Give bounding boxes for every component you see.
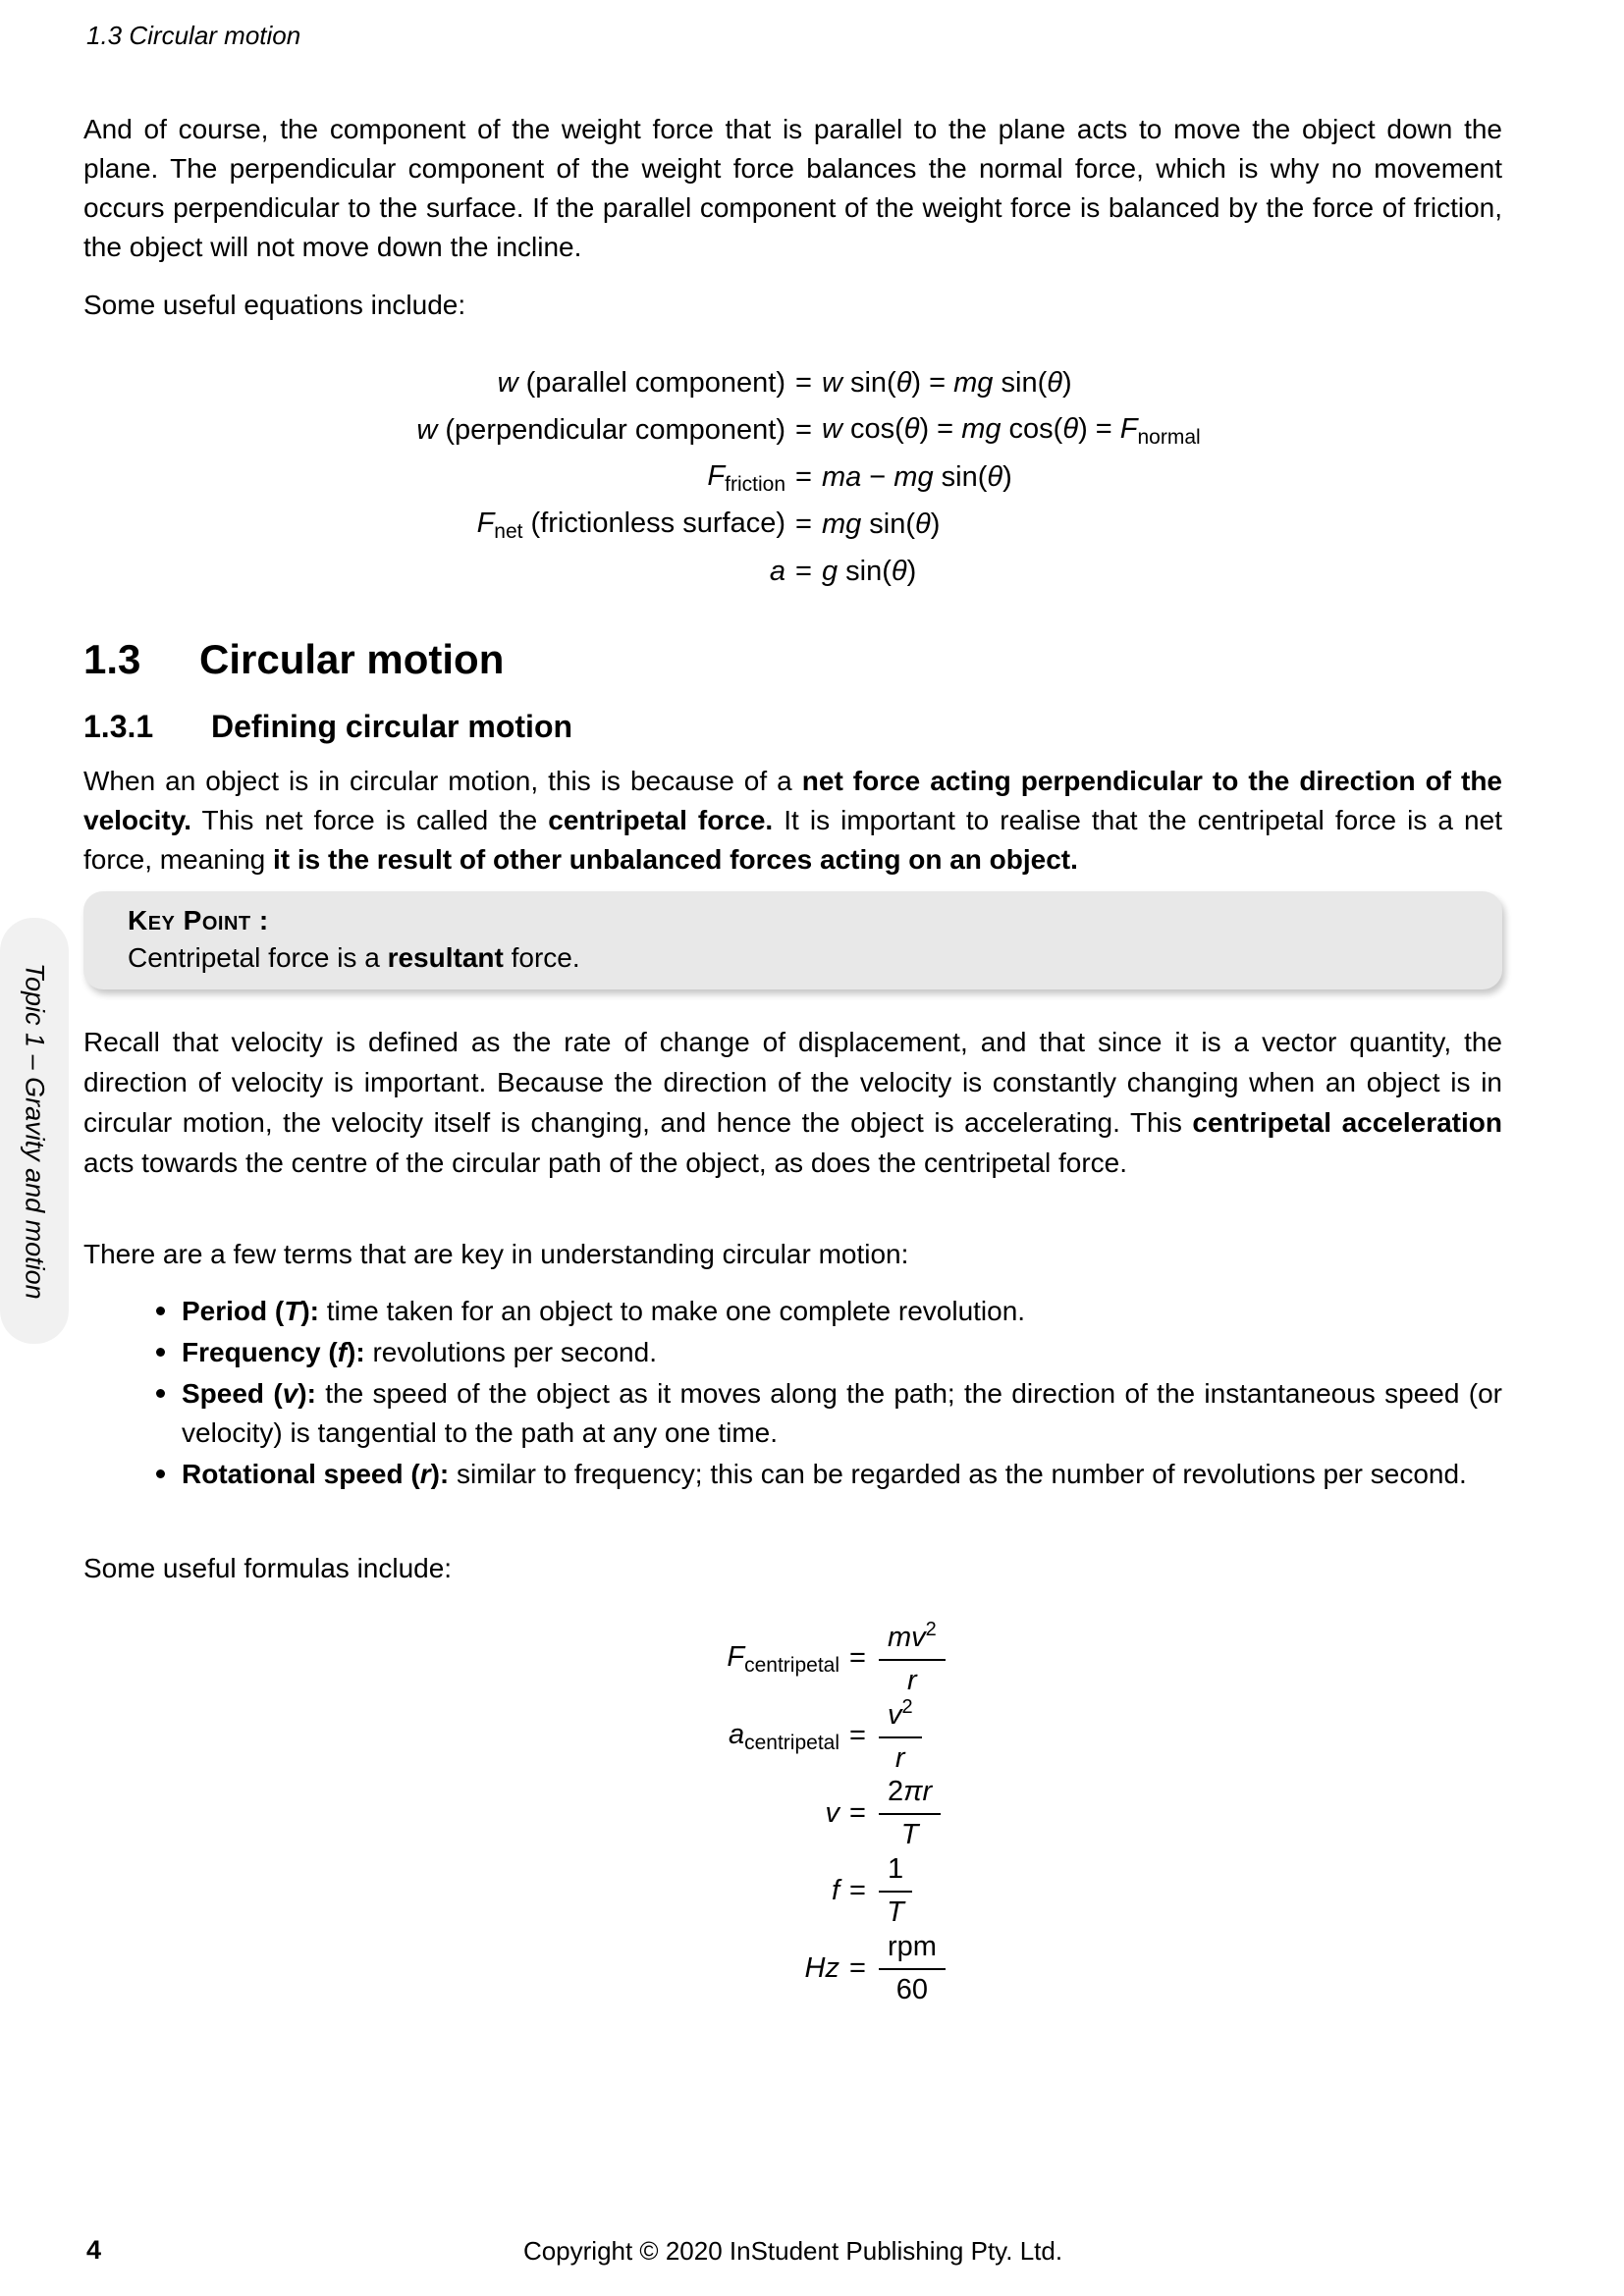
- section-heading: [83, 638, 504, 681]
- section-number: 1.3: [83, 636, 141, 682]
- equation-row: $F_{friction}$ = ma − mg sin(θ): [707, 459, 1012, 496]
- paragraph-terms-intro: There are a few terms that are key in understanding circular motion:: [83, 1239, 909, 1269]
- sidebar-topic-tab: [0, 918, 69, 1344]
- page-number: 4: [86, 2235, 102, 2265]
- list-item: Rotational speed (r): similar to frequency; this can be regarded as the number of revolutions per second.: [83, 1455, 1502, 1494]
- paragraph-incline-forces: And of course, the component of the weight force that is parallel to the plane acts to move the object down the plane. The perpendicular component of the weight force balances the normal force, which is why no movement occurs perpendicular to the surface. If the parallel component of the weight force is balanced by the force of friction, the object will not move down the incline.: [83, 114, 1502, 262]
- equation-row: $a_{centripetal}$ = $\frac{v^2}{r}$: [83, 1697, 1502, 1775]
- equation-row: v = $\frac{2\pi r}{T}$: [83, 1775, 1502, 1852]
- list-item: Frequency (f): revolutions per second.: [83, 1333, 1502, 1372]
- equations-intro-text: Some useful equations include:: [83, 290, 466, 320]
- formulas-intro-text: Some useful formulas include:: [83, 1553, 453, 1583]
- list-item: Period (T): time taken for an object to make one complete revolution.: [83, 1292, 1502, 1331]
- equation-row: a = g sin(θ): [769, 555, 917, 587]
- subsection-title: Defining circular motion: [211, 709, 573, 744]
- equation-row: Hz = $\frac{\text{rpm}}{60}$: [83, 1930, 1502, 2007]
- fraction: $\frac{2\pi r}{T}$: [879, 1776, 941, 1852]
- equation-row: w (perpendicular component) = w cos(θ) = mg $\cos(\theta) = F_{normal}$: [416, 412, 1201, 449]
- fraction: $\frac{1}{T}$: [879, 1853, 912, 1930]
- fraction: $\frac{v^2}{r}$: [879, 1697, 922, 1776]
- equation-block-incline: [83, 359, 1502, 595]
- equation-row: $F_{net}$ (frictionless surface) = mg sin(θ): [476, 507, 941, 543]
- subsection-heading: [83, 709, 572, 744]
- key-point-label: Key Point :: [128, 905, 269, 935]
- list-item: Speed (v): the speed of the object as it moves along the path; the direction of the instantaneous speed (or velocity) is tangential to the path at any one time.: [83, 1374, 1502, 1453]
- sidebar-topic-label: Topic 1 – Gravity and motion: [20, 962, 50, 1300]
- key-point-body: Centripetal force is a resultant force.: [128, 942, 580, 973]
- equation-row: $F_{centripetal}$ = $\frac{mv^2}{r}$: [83, 1620, 1502, 1697]
- equation-row: w (parallel component) = w sin(θ) = mg sin(θ): [497, 366, 1072, 399]
- fraction: $\frac{mv^2}{r}$: [879, 1620, 946, 1698]
- paragraph-defining-circular-motion: When an object is in circular motion, this is because of a net force acting perpendicular to the direction of the velocity. This net force is called the centripetal force. It is important to realise that the centripetal force is a net force, meaning it is the result of other unbalanced forces acting on an object.: [83, 766, 1503, 875]
- key-point-box: [83, 891, 1502, 989]
- subsection-number: 1.3.1: [83, 709, 154, 744]
- fraction: $\frac{\text{rpm}}{60}$: [879, 1931, 946, 2007]
- section-title: Circular motion: [199, 636, 505, 682]
- footer-copyright: Copyright © 2020 InStudent Publishing Pty. Ltd.: [522, 2236, 1063, 2266]
- terms-bullet-list: [83, 1292, 1502, 1496]
- equation-row: f = $\frac{1}{T}$: [83, 1852, 1502, 1930]
- running-header: 1.3 Circular motion: [86, 21, 301, 50]
- paragraph-centripetal-acceleration: Recall that velocity is defined as the rate of change of displacement, and that since it is a vector quantity, the direction of velocity is important. Because the direction of the velocity is constantly changing when an object is in circular motion, the velocity itself is changing, and hence the object is accelerating. This centripetal acceleration acts towards the centre of the circular path of the object, as does the centripetal force.: [83, 1027, 1502, 1178]
- formula-block-circular-motion: [83, 1620, 1502, 2007]
